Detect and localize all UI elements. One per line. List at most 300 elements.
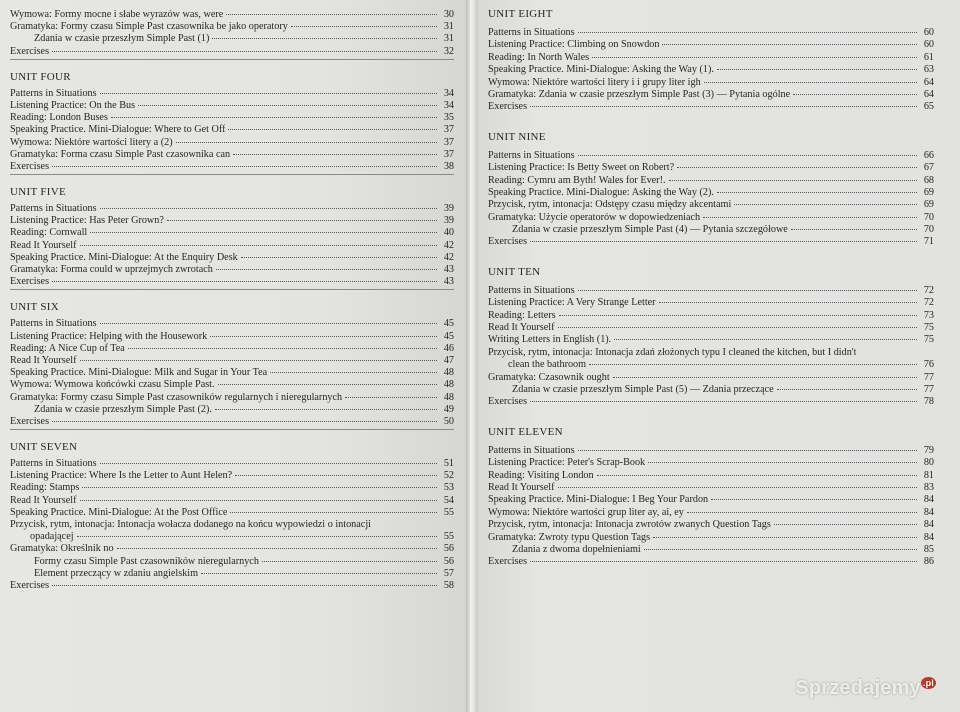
toc-entry-title: Gramatyka: Forma czasu Simple Past czasownika can: [10, 148, 231, 160]
toc-entry: [10, 240, 454, 252]
leader-dots: [578, 32, 917, 33]
toc-entry: [10, 227, 454, 239]
toc-entry-page: 64: [923, 76, 934, 88]
toc-entry: [488, 89, 934, 101]
unit-heading: UNIT SIX: [10, 301, 59, 314]
toc-entry-page: 67: [923, 162, 934, 174]
toc-entry-title: Patterns in Situations: [488, 444, 575, 456]
leader-dots: [530, 561, 917, 562]
toc-entry: [10, 519, 454, 531]
toc-entry: [488, 507, 934, 519]
toc-entry-title: Exercises: [488, 556, 528, 568]
leader-dots: [530, 241, 917, 242]
toc-entry-title: Patterns in Situations: [10, 87, 97, 99]
toc-entry-page: 42: [443, 239, 454, 251]
toc-entry: [488, 150, 934, 162]
toc-entry: [488, 334, 934, 346]
toc-entry: [10, 543, 454, 555]
toc-entry-page: 48: [443, 367, 454, 379]
leader-dots: [226, 14, 437, 15]
toc-entry-page: 48: [443, 379, 454, 391]
toc-entry-page: 37: [443, 136, 454, 148]
leader-dots: [558, 327, 918, 328]
toc-entry: [10, 580, 454, 592]
toc-entry-page: 81: [923, 469, 934, 481]
toc-entry-title: Patterns in Situations: [488, 149, 575, 161]
toc-entry-title: Read It Yourself: [488, 322, 555, 334]
toc-entry-page: 84: [923, 531, 934, 543]
toc-entry-title: Read It Yourself: [10, 239, 77, 251]
leader-dots: [111, 117, 437, 118]
leader-dots: [669, 180, 917, 181]
toc-entry-title: Speaking Practice. Mini-Dialogue: At the Post Office: [10, 506, 228, 518]
toc-entry-page: 47: [443, 354, 454, 366]
toc-entry-page: 70: [923, 224, 934, 236]
toc-entry-title: Speaking Practice. Mini-Dialogue: Asking the Way (1).: [488, 64, 714, 76]
toc-entry: [10, 21, 454, 33]
leader-dots: [228, 129, 437, 130]
toc-entry-title: Gramatyka: Forma could w uprzejmych zwrotach: [10, 264, 213, 275]
toc-entry-page: 35: [443, 112, 454, 124]
toc-entry: [488, 519, 934, 531]
toc-entry: [488, 445, 934, 457]
leader-dots: [82, 487, 437, 488]
toc-entry-title: Wymowa: Niektóre wartości litery i i grupy liter igh: [488, 76, 701, 88]
toc-entry: [488, 384, 934, 396]
toc-entry-title: Listening Practice: A Very Strange Letter: [488, 297, 656, 309]
toc-entry-page: 79: [923, 444, 934, 456]
toc-entry-title: Zdania w czasie przeszłym Simple Past (2).: [34, 403, 212, 415]
toc-entry: [10, 203, 454, 215]
divider: [10, 174, 454, 175]
toc-entry-title: Wymowa: Niektóre wartości litery a (2): [10, 136, 173, 148]
toc-entry: [10, 112, 454, 124]
leader-dots: [648, 462, 917, 463]
toc-entry-page: 63: [923, 64, 934, 76]
leader-dots: [662, 44, 917, 45]
leader-dots: [235, 475, 437, 476]
toc-entry-page: 39: [443, 203, 454, 215]
toc-entry-page: 68: [923, 174, 934, 186]
toc-entry-title: Listening Practice: Where Is the Letter to Aunt Helen?: [10, 470, 233, 482]
leader-dots: [233, 154, 437, 155]
toc-entry-title: Exercises: [488, 236, 528, 248]
toc-entry-page: 85: [923, 543, 934, 555]
toc-entry: [10, 252, 454, 264]
toc-entry-title: Exercises: [10, 579, 50, 591]
leader-dots: [644, 549, 917, 550]
toc-entry-page: 32: [443, 45, 454, 57]
toc-entry: [10, 556, 454, 568]
watermark-suffix: .pl: [922, 678, 934, 688]
leader-dots: [613, 377, 917, 378]
toc-entry-page: 65: [923, 101, 934, 113]
leader-dots: [687, 512, 917, 513]
leader-dots: [659, 302, 917, 303]
toc-entry: [10, 264, 454, 276]
toc-entry: [488, 77, 934, 89]
toc-entry-page: 45: [443, 330, 454, 342]
divider: [10, 59, 454, 60]
leader-dots: [592, 57, 917, 58]
leader-dots: [717, 192, 917, 193]
toc-units: [488, 6, 934, 569]
toc-entry-page: 57: [443, 567, 454, 579]
toc-entry: [488, 101, 934, 113]
toc-entry-title: Exercises: [10, 415, 50, 427]
toc-entry-title: Exercises: [10, 160, 50, 172]
leader-dots: [167, 220, 437, 221]
unit-heading: UNIT EIGHT: [488, 8, 553, 20]
toc-entry-title: Speaking Practice. Mini-Dialogue: Where to Get Off: [10, 124, 226, 136]
toc-entry-page: 53: [443, 482, 454, 494]
leader-dots: [52, 421, 437, 422]
leader-dots: [578, 450, 917, 451]
leader-dots: [791, 229, 917, 230]
toc-entry-title: Gramatyka: Formy czasu Simple Past czasownika be jako operatory: [10, 21, 288, 33]
toc-entry: [488, 27, 934, 39]
leader-dots: [704, 82, 917, 83]
toc-entry-title: Speaking Practice. Mini-Dialogue: Milk and Sugar in Your Tea: [10, 367, 268, 379]
toc-entry-title: Patterns in Situations: [10, 458, 97, 470]
toc-entry: [488, 199, 934, 211]
unit-heading: UNIT FIVE: [10, 186, 66, 199]
toc-entry-page: 52: [443, 470, 454, 482]
toc-entry: [10, 458, 454, 470]
toc-entry-page: 50: [443, 415, 454, 427]
toc-entry-page: 38: [443, 160, 454, 172]
toc-entry: [10, 88, 454, 100]
toc-entry-page: 56: [443, 555, 454, 567]
toc-entry: [10, 318, 454, 330]
toc-entry-title: Reading: A Nice Cup of Tea: [10, 342, 125, 354]
leader-dots: [100, 208, 437, 209]
toc-entry-page: 31: [443, 33, 454, 45]
toc-entry-page: 69: [923, 199, 934, 211]
toc-entry-title: Reading: Stamps: [10, 482, 80, 494]
toc-entry-page: 78: [923, 396, 934, 408]
toc-units: [10, 69, 454, 592]
toc-entry: [488, 310, 934, 322]
leader-dots: [774, 524, 917, 525]
toc-entry-page: 39: [443, 215, 454, 227]
leader-dots: [80, 500, 438, 501]
toc-entry: [488, 396, 934, 408]
toc-entry-title: Exercises: [10, 45, 50, 57]
toc-entry: [10, 46, 454, 58]
leader-dots: [530, 106, 917, 107]
toc-entry-title: Listening Practice: Helping with the Housework: [10, 330, 208, 342]
toc-entry-page: 61: [923, 51, 934, 63]
toc-entry-title: Reading: Cornwall: [10, 227, 88, 239]
leader-dots: [230, 512, 437, 513]
toc-entry-page: 75: [923, 334, 934, 346]
toc-entry: [10, 404, 454, 416]
book-gutter: [466, 0, 478, 712]
toc-entry: [488, 347, 934, 359]
toc-entry-page: 64: [923, 88, 934, 100]
leader-dots: [653, 537, 917, 538]
toc-entry: [10, 33, 454, 45]
toc-entry-title: Writing Letters in English (1).: [488, 334, 612, 346]
toc-entry: [488, 285, 934, 297]
toc-entry: [488, 532, 934, 544]
toc-entry: [10, 416, 454, 428]
leader-dots: [578, 155, 917, 156]
toc-entry-title: clean the bathroom: [508, 359, 587, 371]
leader-dots: [201, 573, 437, 574]
toc-entry-title: Patterns in Situations: [10, 203, 97, 215]
toc-entry-page: 66: [923, 149, 934, 161]
leader-dots: [100, 93, 437, 94]
toc-entry-page: 55: [443, 506, 454, 518]
toc-entry: [10, 276, 454, 288]
toc-entry: [488, 494, 934, 506]
toc-entry-page: 60: [923, 27, 934, 38]
toc-header-block: [10, 9, 454, 58]
toc-entry-title: Wymowa: Formy mocne i słabe wyrazów was, were: [10, 9, 224, 20]
leader-dots: [52, 281, 437, 282]
toc-entry-page: 84: [923, 506, 934, 518]
toc-entry-title: Exercises: [10, 276, 50, 288]
toc-entry: [488, 212, 934, 224]
toc-entry: [10, 100, 454, 112]
toc-entry-page: 46: [443, 342, 454, 354]
toc-entry-title: Speaking Practice. Mini-Dialogue: Asking the Way (2).: [488, 186, 714, 198]
toc-entry: [488, 64, 934, 76]
toc-entry-title: Gramatyka: Formy czasu Simple Past czasowników regularnych i nieregularnych: [10, 391, 343, 403]
toc-entry-title: Listening Practice: Is Betty Sweet on Robert?: [488, 162, 675, 174]
leader-dots: [215, 409, 437, 410]
toc-entry-page: 77: [923, 383, 934, 395]
toc-entry: [10, 331, 454, 343]
toc-entry-title: Reading: London Buses: [10, 112, 108, 124]
toc-entry: [488, 187, 934, 199]
unit-heading: UNIT FOUR: [10, 70, 71, 83]
leader-dots: [559, 315, 917, 316]
leader-dots: [138, 105, 437, 106]
toc-entry-page: 70: [923, 211, 934, 223]
toc-entry: [488, 470, 934, 482]
leader-dots: [100, 463, 437, 464]
toc-entry-title: Gramatyka: Określnik no: [10, 543, 114, 555]
toc-entry: [10, 495, 454, 507]
toc-entry: [488, 322, 934, 334]
unit-heading: UNIT NINE: [488, 130, 546, 143]
leader-dots: [80, 360, 438, 361]
toc-entry-title: Formy czasu Simple Past czasowników nieregularnych: [34, 555, 259, 567]
leader-dots: [176, 142, 437, 143]
toc-entry-title: Reading: Visiting London: [488, 469, 594, 481]
toc-entry-page: 77: [923, 371, 934, 383]
toc-entry-page: 76: [923, 359, 934, 371]
toc-entry-title: Listening Practice: On the Bus: [10, 99, 136, 111]
toc-entry-title: Listening Practice: Climbing on Snowdon: [488, 39, 660, 51]
toc-entry-title: Patterns in Situations: [10, 318, 97, 330]
toc-entry: [10, 215, 454, 227]
toc-entry-page: 56: [443, 543, 454, 555]
toc-entry: [488, 482, 934, 494]
toc-entry: [10, 482, 454, 494]
leader-dots: [100, 323, 437, 324]
toc-entry-page: 40: [443, 227, 454, 239]
toc-entry-page: 51: [443, 458, 454, 470]
toc-entry: [10, 367, 454, 379]
leader-dots: [241, 257, 437, 258]
toc-entry: [10, 470, 454, 482]
toc-entry: [10, 343, 454, 355]
toc-entry-title: Speaking Practice. Mini-Dialogue: I Beg Your Pardon: [488, 494, 709, 506]
toc-entry: [10, 507, 454, 519]
leader-dots: [210, 336, 437, 337]
toc-entry-title: Exercises: [488, 396, 528, 408]
leader-dots: [218, 384, 437, 385]
toc-entry-page: 72: [923, 297, 934, 309]
toc-entry-title: Speaking Practice. Mini-Dialogue: At the Enquiry Desk: [10, 251, 238, 263]
toc-entry: [488, 457, 934, 469]
toc-entry-page: 30: [443, 9, 454, 20]
leader-dots: [52, 585, 437, 586]
toc-entry-title: Przycisk, rytm, intonacja: Intonacja zdań złożonych typu I cleaned the kitchen, but I didn't: [488, 346, 857, 358]
leader-dots: [345, 397, 437, 398]
watermark-logo: [795, 677, 936, 700]
toc-entry-title: Read It Yourself: [10, 354, 77, 366]
toc-entry-page: 73: [923, 309, 934, 321]
leader-dots: [677, 167, 917, 168]
toc-entry-page: 71: [923, 236, 934, 248]
toc-entry-title: Gramatyka: Użycie operatorów w dopowiedzeniach: [488, 211, 701, 223]
toc-entry-title: Wymowa: Wymowa końcówki czasu Simple Past.: [10, 379, 215, 391]
leader-dots: [717, 69, 917, 70]
leader-dots: [734, 204, 917, 205]
toc-entry: [488, 544, 934, 556]
toc-entry: [488, 39, 934, 51]
leader-dots: [90, 232, 437, 233]
leader-dots: [589, 364, 917, 365]
toc-entry-title: Zdania w czasie przeszłym Simple Past (5) — Zdania przeczące: [512, 383, 774, 395]
toc-entry: [10, 392, 454, 404]
toc-entry: [488, 175, 934, 187]
leader-dots: [77, 536, 437, 537]
toc-entry-page: 49: [443, 403, 454, 415]
leader-dots: [128, 348, 437, 349]
toc-entry-page: 60: [923, 39, 934, 51]
toc-entry-title: Reading: In North Wales: [488, 51, 590, 63]
toc-entry-title: Gramatyka: Zwroty typu Question Tags: [488, 531, 651, 543]
toc-entry-page: 54: [443, 494, 454, 506]
toc-entry: [10, 568, 454, 580]
toc-entry-page: 34: [443, 99, 454, 111]
leader-dots: [597, 475, 917, 476]
toc-entry: [488, 372, 934, 384]
toc-entry-page: 43: [443, 264, 454, 275]
leader-dots: [52, 166, 437, 167]
leader-dots: [291, 26, 437, 27]
toc-entry-title: Zdania z dwoma dopełnieniami: [512, 543, 641, 555]
toc-entry-page: 55: [443, 531, 454, 543]
toc-entry-title: Przycisk, rytm, intonacja: Odstępy czasu między akcentami: [488, 199, 732, 211]
toc-entry-page: 83: [923, 481, 934, 493]
divider: [10, 429, 454, 430]
watermark-text: Sprzedajemy: [795, 677, 921, 699]
toc-entry: [10, 137, 454, 149]
toc-entry-title: Listening Practice: Peter's Scrap-Book: [488, 457, 646, 469]
leader-dots: [216, 269, 437, 270]
toc-entry-page: 80: [923, 457, 934, 469]
toc-entry: [10, 355, 454, 367]
toc-entry-page: 43: [443, 276, 454, 288]
leader-dots: [703, 217, 917, 218]
toc-entry-title: Patterns in Situations: [488, 284, 575, 296]
toc-entry: [488, 224, 934, 236]
toc-entry-title: Zdania w czasie przeszłym Simple Past (4) — Pytania szczegółowe: [512, 224, 788, 236]
toc-entry-title: Przycisk, rytm, intonacja: Intonacja wołacza dodanego na końcu wypowiedzi o intonacji: [10, 519, 371, 530]
leader-dots: [711, 499, 917, 500]
toc-entry-page: 86: [923, 556, 934, 568]
toc-entry-page: 48: [443, 391, 454, 403]
toc-entry: [488, 236, 934, 248]
toc-entry-title: Przycisk, rytm, intonacja: Intonacja zwrotów zwanych Question Tags: [488, 519, 771, 531]
divider: [10, 289, 454, 290]
toc-entry-page: 31: [443, 21, 454, 33]
leader-dots: [777, 389, 917, 390]
leader-dots: [52, 51, 437, 52]
toc-entry-title: Read It Yourself: [488, 481, 555, 493]
toc-entry-title: Patterns in Situations: [488, 27, 575, 38]
toc-entry-title: Gramatyka: Czasownik ought: [488, 371, 610, 383]
toc-entry-title: Gramatyka: Zdania w czasie przeszłym Simple Past (3) — Pytania ogólne: [488, 88, 791, 100]
leader-dots: [212, 38, 437, 39]
toc-entry-title: Zdania w czasie przeszłym Simple Past (1): [34, 33, 210, 45]
right-page: [478, 0, 960, 712]
toc-entry-page: 37: [443, 148, 454, 160]
toc-entry-page: 45: [443, 318, 454, 330]
toc-entry: [10, 161, 454, 173]
toc-entry-page: 72: [923, 284, 934, 296]
toc-entry: [10, 149, 454, 161]
leader-dots: [262, 561, 437, 562]
leader-dots: [117, 548, 437, 549]
toc-entry: [488, 52, 934, 64]
toc-entry-page: 69: [923, 186, 934, 198]
leader-dots: [558, 487, 918, 488]
toc-entry: [10, 9, 454, 21]
toc-entry: [10, 379, 454, 391]
toc-entry-page: 42: [443, 251, 454, 263]
toc-entry-page: 37: [443, 124, 454, 136]
unit-heading: UNIT TEN: [488, 265, 541, 278]
toc-entry-page: 34: [443, 87, 454, 99]
toc-entry: [488, 359, 934, 371]
toc-entry-title: Read It Yourself: [10, 494, 77, 506]
toc-entry-title: opadającej: [30, 531, 74, 543]
leader-dots: [270, 372, 437, 373]
toc-entry-title: Reading: Letters: [488, 309, 556, 321]
leader-dots: [530, 401, 917, 402]
toc-entry: [488, 162, 934, 174]
toc-entry-title: Element przeczący w zdaniu angielskim: [34, 567, 199, 579]
toc-entry: [10, 531, 454, 543]
toc-entry-page: 84: [923, 519, 934, 531]
unit-heading: UNIT ELEVEN: [488, 425, 563, 438]
left-page: [0, 0, 466, 712]
unit-heading: UNIT SEVEN: [10, 441, 78, 454]
toc-entry-page: 75: [923, 322, 934, 334]
toc-entry-title: Reading: Cymru am Byth! Wales for Ever!.: [488, 174, 666, 186]
leader-dots: [793, 94, 917, 95]
toc-entry: [488, 297, 934, 309]
toc-entry: [488, 556, 934, 568]
